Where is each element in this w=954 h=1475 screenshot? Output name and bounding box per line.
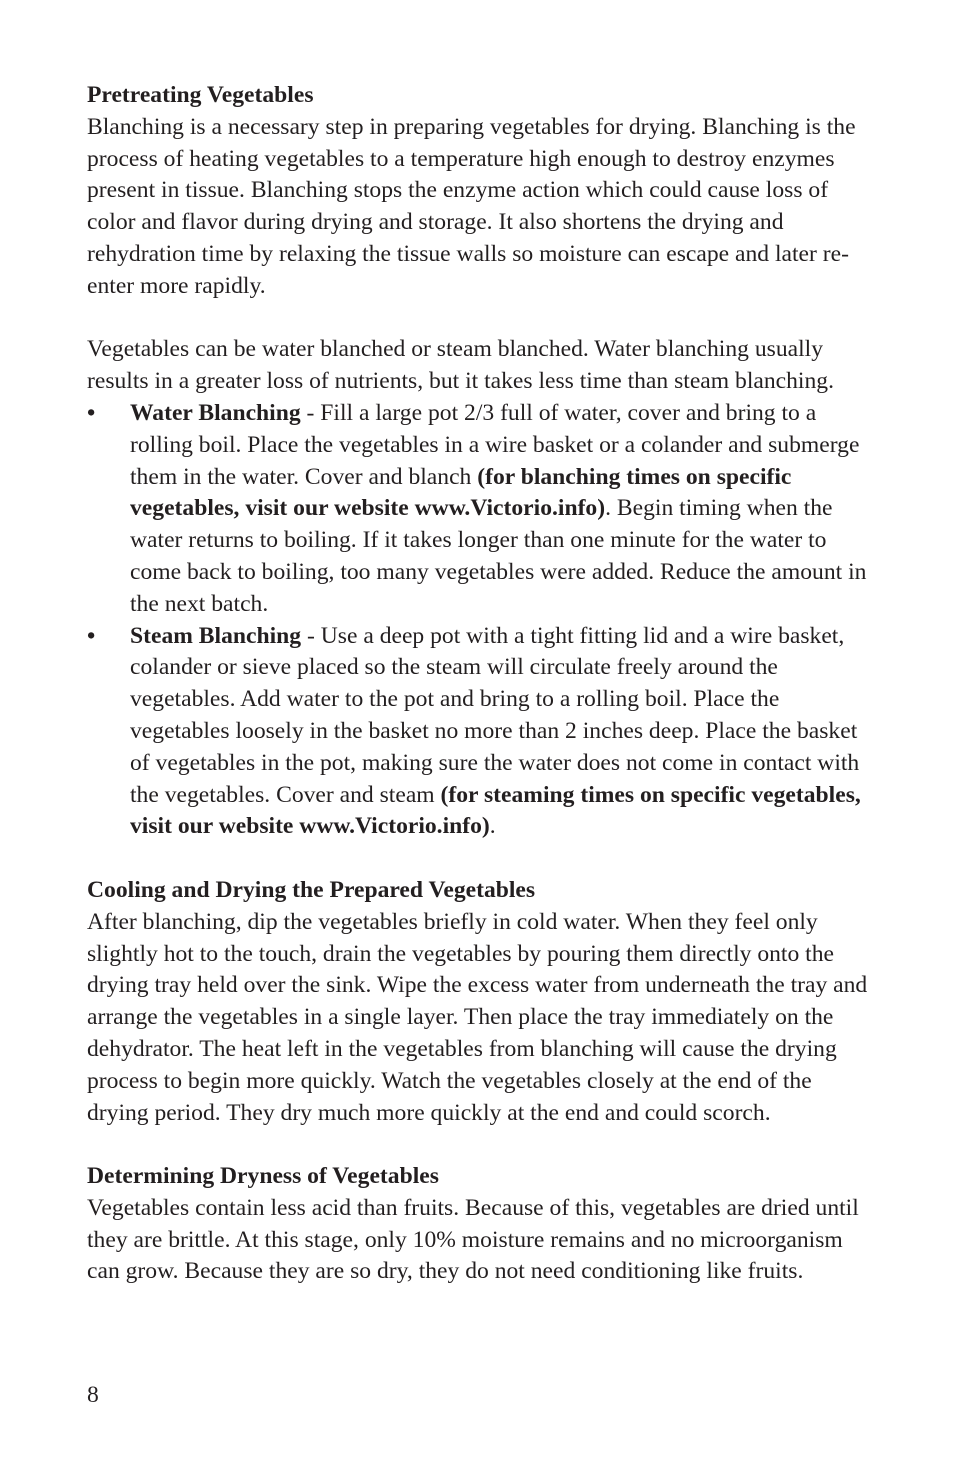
bullet-icon: • <box>87 399 96 426</box>
paragraph-gap <box>87 843 877 875</box>
blanching-methods-list <box>87 398 877 843</box>
water-blanching-text-1: - Fill a large pot 2/3 full of water, cover and bring to a rolling boil. Place the vegetables in a wire basket or a colander and submerge them in the water. Cover and blanch <box>130 399 860 490</box>
list-item-steam-blanching <box>87 621 877 844</box>
term-water-blanching: Water Blanching <box>130 399 301 426</box>
page-number: 8 <box>87 1382 99 1408</box>
document-page <box>87 80 877 1288</box>
heading-dryness: Determining Dryness of Vegetables <box>87 1163 439 1190</box>
paragraph-gap <box>87 303 877 335</box>
paragraph-blanching-intro: Blanching is a necessary step in preparing vegetables for drying. Blanching is the process of heating vegetables to a temperature high enough to destroy enzymes present in tissue. Blanching stops the enzyme action which could cause loss of color and flavor during drying and storage. It also shortens the drying and rehydration time by relaxing the tissue walls so moisture can escape and later re-enter more rapidly. <box>87 113 856 299</box>
bullet-icon: • <box>87 622 96 649</box>
water-blanching-note: (for blanching times on specific vegetables, visit our website www.Victorio.info) <box>130 463 792 522</box>
steam-blanching-text-1: - Use a deep pot with a tight fitting lid and a wire basket, colander or sieve placed so the steam will circulate freely around the vegetables. Add water to the pot and bring to a rolling boil. Place the vegetables loosely in the basket no more than 2 inches deep. Place the basket of vegetables in the pot, making sure the water does not come in contact with the vegetables. Cover and steam <box>130 622 860 808</box>
steam-blanching-text-2: . <box>489 813 496 840</box>
paragraph-blanching-types: Vegetables can be water blanched or steam blanched. Water blanching usually results in a greater loss of nutrients, but it takes less time than steam blanching. <box>87 336 834 395</box>
heading-pretreating: Pretreating Vegetables <box>87 82 314 108</box>
heading-cooling-drying: Cooling and Drying the Prepared Vegetables <box>87 876 536 903</box>
paragraph-cooling-drying: After blanching, dip the vegetables briefly in cold water. When they feel only slightly hot to the touch, drain the vegetables by pouring them directly onto the drying tray held over the sink. Wipe the excess water from underneath the tray and arrange the vegetables in a single layer. Then place the tray immediately on the dehydrator. The heat left in the vegetables from blanching will cause the drying process to begin more quickly. Watch the vegetables closely at the end of the drying period. They dry much more quickly at the end and could scorch. <box>87 908 868 1126</box>
list-item-water-blanching <box>87 398 877 621</box>
paragraph-dryness: Vegetables contain less acid than fruits. Because of this, vegetables are dried until they are brittle. At this stage, only 10% moisture remains and no microorganism can grow. Because they are so dry, they do not need conditioning like fruits. <box>87 1194 859 1285</box>
steam-blanching-note: (for steaming times on specific vegetables, visit our website www.Victorio.info) <box>130 781 861 840</box>
paragraph-gap <box>87 1129 877 1161</box>
term-steam-blanching: Steam Blanching <box>130 622 302 649</box>
water-blanching-text-2: . Begin timing when the water returns to boiling. If it takes longer than one minute for the water to come back to boiling, too many vegetables were added. Reduce the amount in the next batch. <box>130 495 867 617</box>
